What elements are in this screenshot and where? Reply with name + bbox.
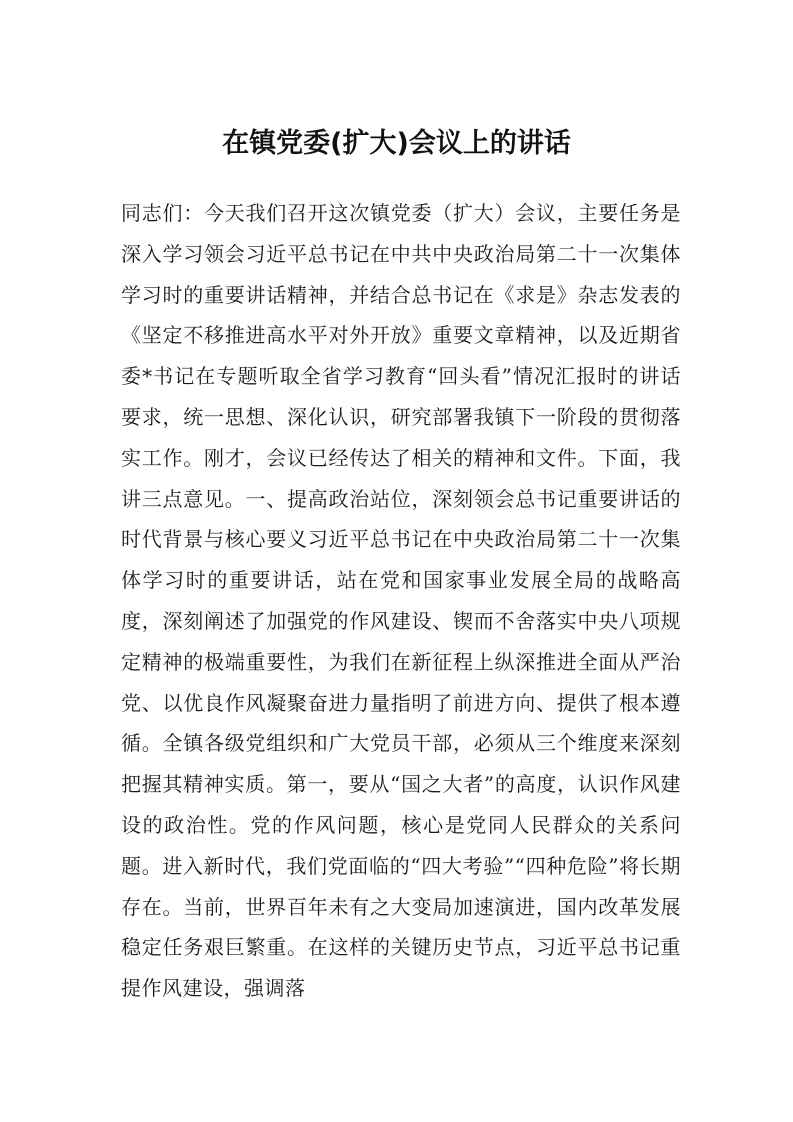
page-title: 在镇党委(扩大)会议上的讲话 <box>222 128 571 159</box>
body-paragraph: 同志们：今天我们召开这次镇党委（扩大）会议，主要任务是深入学习领会习近平总书记在中共中央政治局第二十一次集体学习时的重要讲话精神，并结合总书记在《求是》杂志发表的《坚定不移推进高水平对外开放》重要文章精神，以及近期省委*书记在专题听取全省学习教育“回头看”情况汇报时的讲话要求，统一思想、深化认识，研究部署我镇下一阶段的贯彻落实工作。刚才，会议已经传达了相关的精神和文件。下面，我讲三点意见。一、提高政治站位，深刻领会总书记重要讲话的时代背景与核心要义习近平总书记在中央政治局第二十一次集体学习时的重要讲话，站在党和国家事业发展全局的战略高度，深刻阐述了加强党的作风建设、锲而不舍落实中央八项规定精神的极端重要性，为我们在新征程上纵深推进全面从严治党、以优良作风凝聚奋进力量指明了前进方向、提供了根本遵循。全镇各级党组织和广大党员干部，必须从三个维度来深刻把握其精神实质。第一，要从“国之大者”的高度，认识作风建设的政治性。党的作风问题，核心是党同人民群众的关系问题。进入新时代，我们党面临的“四大考验”“四种危险”将长期存在。当前，世界百年未有之大变局加速演进，国内改革发展稳定任务艰巨繁重。在这样的关键历史节点，习近平总书记重提作风建设，强调落 <box>121 201 681 1001</box>
